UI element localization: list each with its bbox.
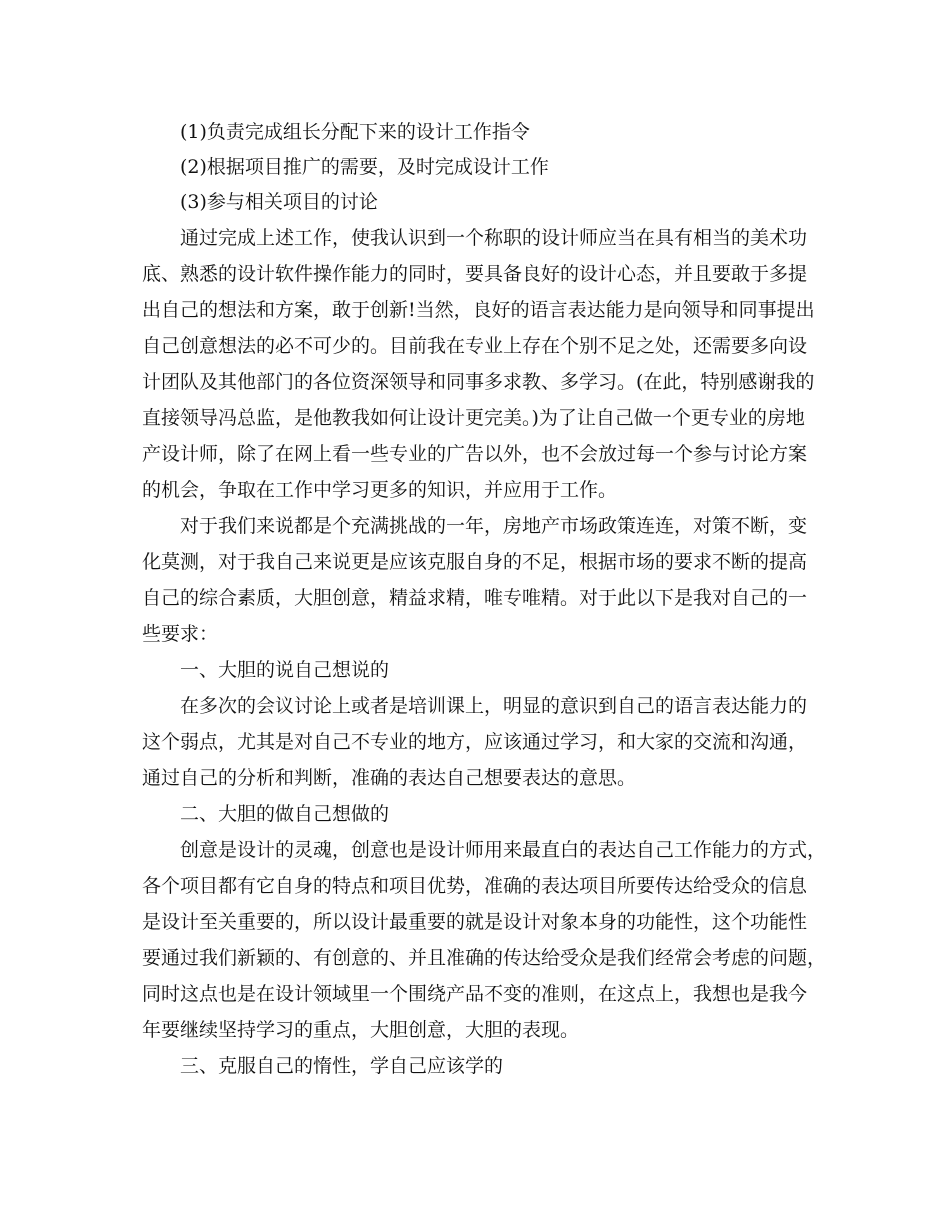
paragraph-line: 化莫测，对于我自己来说更是应该克服自身的不足，根据市场的要求不断的提高 xyxy=(142,551,808,573)
paragraph-line: 计团队及其他部门的各位资深领导和同事多求教、多学习。(在此，特别感谢我的 xyxy=(142,371,815,393)
section-heading-1: 一、大胆的说自己想说的 xyxy=(180,659,390,681)
paragraph-line: 这个弱点，尤其是对自己不专业的地方，应该通过学习，和大家的交流和沟通， xyxy=(142,731,808,753)
paragraph-line: 产设计师，除了在网上看一些专业的广告以外，也不会放过每一个参与讨论方案 xyxy=(142,443,808,465)
paragraph-line: 出自己的想法和方案，敢于创新!当然，良好的语言表达能力是向领导和同事提出 xyxy=(142,299,815,321)
paragraph-line: 通过自己的分析和判断，准确的表达自己想要表达的意思。 xyxy=(142,767,637,789)
paragraph-line: 自己创意想法的必不可少的。目前我在专业上存在个别不足之处，还需要多向设 xyxy=(142,335,808,357)
section-heading-3: 三、克服自己的惰性，学自己应该学的 xyxy=(180,1055,504,1077)
paragraph-line: 自己的综合素质，大胆创意，精益求精，唯专唯精。对于此以下是我对自己的一 xyxy=(142,587,808,609)
list-item-2: (2)根据项目推广的需要，及时完成设计工作 xyxy=(180,156,549,178)
paragraph-line: 直接领导冯总监，是他教我如何让设计更完美。)为了让自己做一个更专业的房地 xyxy=(142,407,805,429)
paragraph-line: 是设计至关重要的，所以设计最重要的就是设计对象本身的功能性，这个功能性 xyxy=(142,911,808,933)
paragraph-line: 在多次的会议讨论上或者是培训课上，明显的意识到自己的语言表达能力的 xyxy=(180,695,808,717)
paragraph-line: 创意是设计的灵魂，创意也是设计师用来最直白的表达自己工作能力的方式， xyxy=(180,839,827,861)
paragraph-line: 同时这点也是在设计领域里一个围绕产品不变的准则，在这点上，我想也是我今 xyxy=(142,983,808,1005)
list-item-3: (3)参与相关项目的讨论 xyxy=(180,191,378,213)
section-heading-2: 二、大胆的做自己想做的 xyxy=(180,803,390,825)
paragraph-line: 各个项目都有它自身的特点和项目优势，准确的表达项目所要传达给受众的信息 xyxy=(142,875,808,897)
paragraph-line: 的机会，争取在工作中学习更多的知识，并应用于工作。 xyxy=(142,479,618,501)
paragraph-line: 通过完成上述工作，使我认识到一个称职的设计师应当在具有相当的美术功 xyxy=(180,227,808,249)
paragraph-line: 年要继续坚持学习的重点，大胆创意，大胆的表现。 xyxy=(142,1019,580,1041)
list-item-1: (1)负责完成组长分配下来的设计工作指令 xyxy=(180,121,530,143)
paragraph-line: 要通过我们新颖的、有创意的、并且准确的传达给受众是我们经常会考虑的问题， xyxy=(142,947,827,969)
paragraph-line: 对于我们来说都是个充满挑战的一年，房地产市场政策连连，对策不断，变 xyxy=(180,515,808,537)
paragraph-line: 底、熟悉的设计软件操作能力的同时，要具备良好的设计心态，并且要敢于多提 xyxy=(142,263,808,285)
paragraph-line: 些要求： xyxy=(142,623,219,645)
